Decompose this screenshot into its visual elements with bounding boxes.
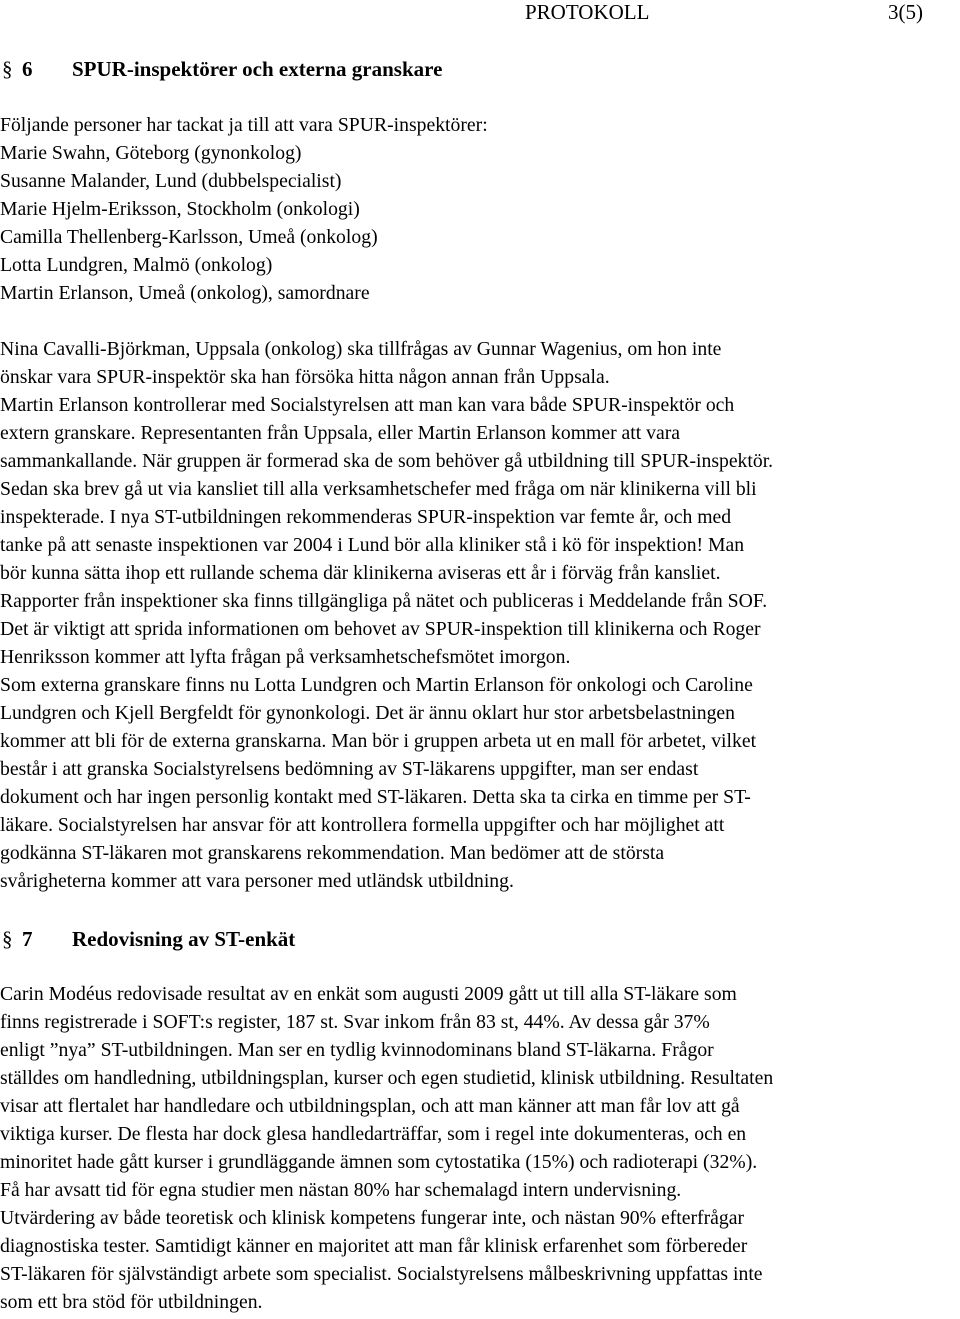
- page-number: 3(5): [888, 0, 923, 24]
- text-line: ställdes om handledning, utbildningsplan, kurser och egen studietid, klinisk utbildning. Resultaten: [0, 1067, 774, 1089]
- text-line: Martin Erlanson kontrollerar med Socialstyrelsen att man kan vara både SPUR-inspektör och: [0, 394, 735, 416]
- text-line: Marie Hjelm-Eriksson, Stockholm (onkologi): [0, 198, 360, 220]
- text-line: diagnostiska tester. Samtidigt känner en majoritet att man får klinisk erfarenhet som förbereder: [0, 1235, 748, 1257]
- document-type-label: PROTOKOLL: [525, 0, 650, 24]
- text-line: läkare. Socialstyrelsen har ansvar för att kontrollera formella uppgifter och har möjlighet att: [0, 814, 725, 836]
- text-line: Nina Cavalli-Björkman, Uppsala (onkolog) ska tillfrågas av Gunnar Wagenius, om hon inte: [0, 338, 722, 360]
- section-7-heading: [0, 925, 600, 953]
- text-line: Martin Erlanson, Umeå (onkolog), samordnare: [0, 282, 370, 304]
- text-line: dokument och har ingen personlig kontakt med ST-läkaren. Detta ska ta cirka en timme per ST-: [0, 786, 751, 808]
- text-line: Följande personer har tackat ja till att vara SPUR-inspektörer:: [0, 114, 488, 136]
- text-line: Carin Modéus redovisade resultat av en enkät som augusti 2009 gått ut till alla ST-läkare som: [0, 983, 737, 1005]
- section-title: Redovisning av ST-enkät: [72, 927, 296, 951]
- text-line: Marie Swahn, Göteborg (gynonkolog): [0, 142, 302, 164]
- text-line: Lundgren och Kjell Bergfeldt för gynonkologi. Det är ännu oklart hur stor arbetsbelastningen: [0, 702, 735, 724]
- text-line: bör kunna sätta ihop ett rullande schema där klinikerna aviseras ett år i förväg från kansliet.: [0, 562, 721, 584]
- text-line: Camilla Thellenberg-Karlsson, Umeå (onkolog): [0, 226, 378, 248]
- section-6-heading: [0, 55, 600, 83]
- text-line: Susanne Malander, Lund (dubbelspecialist): [0, 170, 342, 192]
- text-line: sammankallande. När gruppen är formerad ska de som behöver gå utbildning till SPUR-inspektör.: [0, 450, 774, 472]
- section-number: 7: [22, 927, 33, 951]
- text-line: minoritet hade gått kurser i grundläggande ämnen som cytostatika (15%) och radioterapi (32%).: [0, 1151, 758, 1173]
- text-line: tanke på att senaste inspektionen var 2004 i Lund bör alla kliniker stå i kö för inspektion! Man: [0, 534, 745, 556]
- text-line: inspekterade. I nya ST-utbildningen rekommenderas SPUR-inspektion var femte år, och med: [0, 506, 732, 528]
- text-line: Som externa granskare finns nu Lotta Lundgren och Martin Erlanson för onkologi och Caroline: [0, 674, 753, 696]
- text-line: önskar vara SPUR-inspektör ska han försöka hitta någon annan från Uppsala.: [0, 366, 610, 388]
- text-line: viktiga kurser. De flesta har dock glesa handledarträffar, som i regel inte dokumenteras, och en: [0, 1123, 747, 1145]
- text-line: består i att granska Socialstyrelsens bedömning av ST-läkarens uppgifter, man ser endast: [0, 758, 699, 780]
- text-line: extern granskare. Representanten från Uppsala, eller Martin Erlanson kommer att vara: [0, 422, 681, 444]
- text-line: Sedan ska brev gå ut via kansliet till alla verksamhetschefer med fråga om när klinikerna vill bli: [0, 478, 757, 500]
- section-6-paragraph-inspectors: [0, 111, 958, 307]
- text-line: ST-läkaren för självständigt arbete som specialist. Socialstyrelsens målbeskrivning uppfattas inte: [0, 1263, 763, 1285]
- text-line: finns registrerade i SOFT:s register, 187 st. Svar inkom från 83 st, 44%. Av dessa går 37%: [0, 1011, 710, 1033]
- text-line: Få har avsatt tid för egna studier men nästan 80% har schemalagd intern undervisning.: [0, 1179, 682, 1201]
- section-symbol: §: [2, 927, 13, 951]
- text-line: godkänna ST-läkaren mot granskarens rekommendation. Man bedömer att de största: [0, 842, 665, 864]
- text-line: enligt ”nya” ST-utbildningen. Man ser en tydlig kvinnodominans bland ST-läkarna. Frågor: [0, 1039, 714, 1061]
- running-header: [525, 0, 945, 26]
- section-7-paragraph-survey: [0, 980, 958, 1316]
- text-line: visar att flertalet har handledare och utbildningsplan, och att man känner att man får lov att gå: [0, 1095, 740, 1117]
- section-title: SPUR-inspektörer och externa granskare: [72, 57, 443, 81]
- text-line: som ett bra stöd för utbildningen.: [0, 1291, 263, 1313]
- text-line: svårigheterna kommer att vara personer med utländsk utbildning.: [0, 870, 514, 892]
- text-line: Lotta Lundgren, Malmö (onkolog): [0, 254, 273, 276]
- section-number: 6: [22, 57, 33, 81]
- text-line: Utvärdering av både teoretisk och klinisk kompetens fungerar inte, och nästan 90% efterfrågar: [0, 1207, 745, 1229]
- text-line: Henriksson kommer att lyfta frågan på verksamhetschefsmötet imorgon.: [0, 646, 571, 668]
- section-symbol: §: [2, 57, 13, 81]
- text-line: Rapporter från inspektioner ska finns tillgängliga på nätet och publiceras i Meddelande från SOF.: [0, 590, 768, 612]
- text-line: kommer att bli för de externa granskarna. Man bör i gruppen arbeta ut en mall för arbetet, vilket: [0, 730, 757, 752]
- text-line: Det är viktigt att sprida informationen om behovet av SPUR-inspektion till klinikerna och Roger: [0, 618, 761, 640]
- section-6-paragraph-discussion: [0, 335, 958, 895]
